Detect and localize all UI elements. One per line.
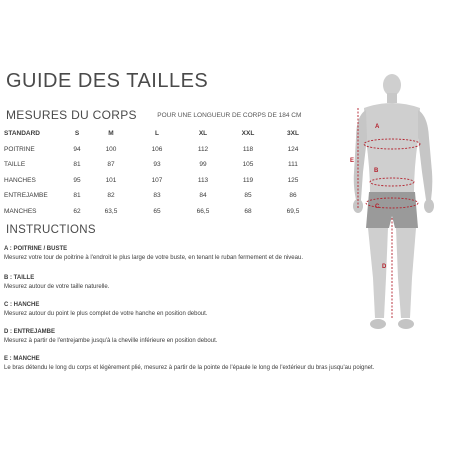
table-cell: 95 bbox=[73, 176, 81, 184]
label-b: B bbox=[374, 168, 379, 174]
table-cell: 100 bbox=[105, 145, 117, 153]
page-title: GUIDE DES TAILLES bbox=[6, 70, 209, 92]
instruction-heading: B : TAILLE bbox=[4, 275, 35, 281]
table-cell: 107 bbox=[151, 176, 163, 184]
instruction-text: Le bras détendu le long du corps et légèrement plié, mesurez à partir de la pointe de l'épaule le long de l'extérieur du bras jusqu'au poignet. bbox=[4, 365, 375, 371]
header-standard: STANDARD bbox=[4, 130, 40, 138]
instruction-item bbox=[4, 328, 354, 346]
label-a: A bbox=[375, 124, 380, 130]
figure-torso bbox=[364, 103, 420, 192]
figure-leg-right bbox=[368, 228, 388, 318]
header-size-xl: XL bbox=[198, 130, 208, 138]
figure-arm-left bbox=[418, 110, 432, 200]
instructions-title: INSTRUCTIONS bbox=[6, 224, 96, 236]
row-label: HANCHES bbox=[4, 176, 36, 184]
table-cell: 111 bbox=[288, 161, 298, 169]
table-cell: 84 bbox=[199, 192, 207, 200]
table-cell: 124 bbox=[287, 145, 299, 153]
table-cell: 94 bbox=[73, 145, 81, 153]
row-label: POITRINE bbox=[4, 145, 35, 153]
figure-head bbox=[383, 74, 401, 96]
table-cell: 106 bbox=[151, 145, 163, 153]
figure-neck bbox=[387, 93, 397, 103]
figure-hand-left bbox=[424, 199, 434, 213]
size-table bbox=[4, 126, 316, 219]
header-size-s: S bbox=[74, 130, 80, 138]
section-title-measurements: MESURES DU CORPS bbox=[6, 108, 137, 122]
table-cell: 83 bbox=[153, 192, 161, 200]
instruction-heading: C : HANCHE bbox=[4, 302, 40, 308]
instruction-text: Mesurez autour de votre taille naturelle. bbox=[4, 284, 110, 290]
table-cell: 101 bbox=[105, 176, 117, 184]
table-cell: 65 bbox=[153, 207, 161, 215]
label-d: D bbox=[382, 264, 387, 270]
header-size-l: L bbox=[155, 130, 159, 138]
instruction-text: Mesurez à partir de l'entrejambe jusqu'à la cheville inférieure en position debout. bbox=[4, 338, 218, 344]
table-cell: 81 bbox=[73, 161, 81, 169]
table-cell: 112 bbox=[197, 145, 209, 153]
instruction-item bbox=[4, 355, 375, 373]
table-cell: 99 bbox=[199, 161, 207, 169]
instruction-item bbox=[4, 245, 354, 263]
table-cell: 105 bbox=[242, 161, 254, 169]
table-row bbox=[4, 142, 316, 158]
instruction-item bbox=[4, 274, 354, 292]
table-row bbox=[4, 204, 316, 220]
label-c: C bbox=[375, 204, 380, 210]
figure-arm-right bbox=[354, 110, 367, 200]
table-cell: 93 bbox=[153, 161, 161, 169]
header-size-3xl: 3XL bbox=[287, 130, 299, 138]
table-cell: 69,5 bbox=[286, 207, 300, 215]
size-table-header-row bbox=[4, 126, 316, 142]
table-cell: 86 bbox=[289, 192, 297, 200]
figure-leg-left bbox=[396, 228, 416, 318]
table-cell: 85 bbox=[244, 192, 252, 200]
table-cell: 66,5 bbox=[196, 207, 210, 215]
instruction-text: Mesurez votre tour de poitrine à l'endroit le plus large de votre buste, en tenant le ruban fermement et de niveau. bbox=[4, 255, 303, 261]
table-cell: 82 bbox=[107, 192, 115, 200]
table-cell: 87 bbox=[107, 161, 115, 169]
instruction-heading: E : MANCHE bbox=[4, 356, 40, 362]
body-measurement-figure bbox=[342, 68, 450, 340]
instruction-item bbox=[4, 301, 354, 319]
table-row bbox=[4, 157, 316, 173]
header-size-m: M bbox=[108, 130, 114, 138]
figure-foot-right bbox=[370, 319, 386, 329]
instruction-text: Mesurez autour du point le plus complet de votre hanche en position debout. bbox=[4, 311, 208, 317]
table-cell: 118 bbox=[242, 145, 254, 153]
row-label: MANCHES bbox=[4, 207, 37, 215]
row-label: TAILLE bbox=[4, 161, 26, 169]
figure-foot-left bbox=[398, 319, 414, 329]
label-e: E bbox=[350, 158, 355, 164]
table-cell: 119 bbox=[242, 176, 254, 184]
table-row bbox=[4, 173, 316, 189]
table-cell: 62 bbox=[73, 207, 81, 215]
row-label: ENTREJAMBE bbox=[4, 192, 48, 200]
header-size-xxl: XXL bbox=[241, 130, 255, 138]
instruction-heading: A : POITRINE / BUSTE bbox=[4, 246, 68, 252]
table-cell: 81 bbox=[73, 192, 81, 200]
table-cell: 113 bbox=[197, 176, 209, 184]
body-length-note: POUR UNE LONGUEUR DE CORPS DE 184 CM bbox=[157, 112, 302, 119]
table-cell: 63,5 bbox=[104, 207, 118, 215]
table-cell: 125 bbox=[287, 176, 299, 184]
table-cell: 68 bbox=[244, 207, 252, 215]
instruction-heading: D : ENTREJAMBE bbox=[4, 329, 56, 335]
body-measurements-header bbox=[6, 106, 301, 124]
table-row bbox=[4, 188, 316, 204]
